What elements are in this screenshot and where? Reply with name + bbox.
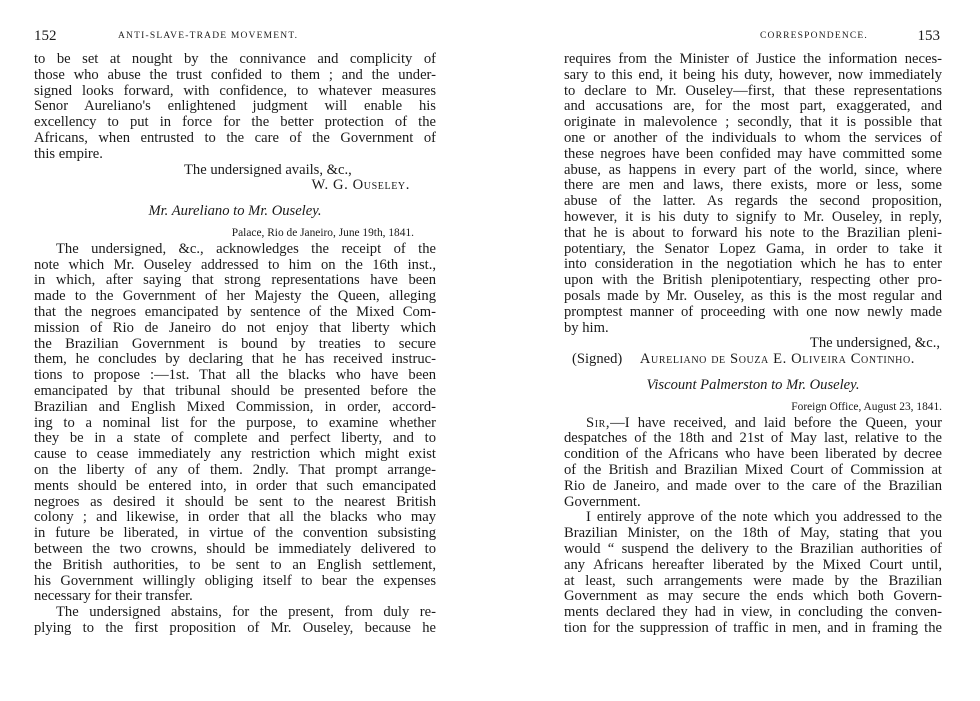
text-line: to be set at nought by the connivance and complicity of xyxy=(34,51,436,67)
text-line: necessary for their transfer. xyxy=(34,588,193,605)
text-line: ments declared they had in view, in concluding the conven- xyxy=(564,604,942,621)
text-line: of the British and Brazilian Mixed Court of Commission at xyxy=(564,461,942,478)
text-line: that he is about to forward his note to the Brazilian pleni- xyxy=(564,224,942,241)
right-page-text xyxy=(564,52,942,637)
left-paragraph-1 xyxy=(34,52,436,163)
right-paragraph-2 xyxy=(564,416,942,511)
text-line: Senor Aureliano's enlightened judgment will enable his xyxy=(34,98,436,115)
text-line: and accusations are, for the most part, exaggerated, and xyxy=(564,98,942,115)
text-line: there are men and laws, there exists, more or less, some xyxy=(564,177,942,194)
text-line: however, it is his duty to signify to Mr. Ouseley, in reply, xyxy=(564,208,942,225)
text-line: in which, after saying that strong representations have been xyxy=(34,272,436,289)
left-closing: The undersigned avails, &c., xyxy=(184,161,352,178)
text-line: cause to cease immediately any restriction which might exist xyxy=(34,446,436,463)
right-dateline: Foreign Office, August 23, 1841. xyxy=(791,400,942,413)
text-line: in future be liberated, in virtue of the convention subsisting xyxy=(34,525,436,542)
text-line: these negroes have been confided may have committed some xyxy=(564,145,942,162)
signed-label: (Signed) xyxy=(572,351,623,368)
left-letter-heading: Mr. Aureliano to Mr. Ouseley. xyxy=(148,203,322,220)
text-line: abuse of the latter. As regards the second proposition, xyxy=(564,193,942,210)
left-paragraph-2 xyxy=(34,242,436,605)
left-page-number: 152 xyxy=(34,28,57,44)
text-line: his Government willingly obliging itself to bear the expenses xyxy=(34,572,436,589)
text-line: negroes as desired it should be sent to the nearest British xyxy=(34,493,436,510)
text-line: The undersigned, &c., acknowledges the receipt of the xyxy=(56,240,436,257)
text-line xyxy=(564,416,942,432)
text-line: on the liberty of any of them. 2ndly. That prompt arrange- xyxy=(34,461,436,478)
text-line: emancipated by that tribunal should be presented before the xyxy=(34,382,436,399)
text-line: tions to propose :—1st. That all the blacks who have been xyxy=(34,367,436,384)
text-line: Rio de Janeiro, and made over to the care of the Brazilian xyxy=(564,477,942,494)
text-line: I entirely approve of the note which you addressed to the xyxy=(586,509,942,526)
right-letter-heading: Viscount Palmerston to Mr. Ouseley. xyxy=(646,376,860,393)
text-line: the Brazilian Government is bound by treaties to secure xyxy=(34,335,436,352)
text-line: requires from the Minister of Justice the information neces- xyxy=(564,51,942,67)
right-paragraph-1 xyxy=(564,52,942,336)
text-line: made to the Government of her Majesty the Queen, alleging xyxy=(34,288,436,305)
text-line: promptest manner of proceeding with one now newly made xyxy=(564,303,942,320)
text-line: they be in a state of complete and perfect liberty, and to xyxy=(34,430,436,447)
left-page-header xyxy=(0,28,490,48)
text-line: Brazilian and English Mixed Commission, in order, accord- xyxy=(34,398,436,415)
text-line: mission of Rio de Janeiro do not enjoy that liberty which xyxy=(34,319,436,336)
left-running-head: ANTI-SLAVE-TRADE MOVEMENT. xyxy=(118,31,299,41)
text-line: condition of the Africans who have been liberated by decree xyxy=(564,446,942,463)
right-running-head: CORRESPONDENCE. xyxy=(760,31,868,41)
text-line: posals made by Mr. Ouseley, as this is the most regular and xyxy=(564,287,942,304)
text-line: potentiary, the Senator Lopez Gama, in order to take it xyxy=(564,240,942,257)
text-line: by him. xyxy=(564,319,609,336)
text-line: excellency to put in force for the better protection of the xyxy=(34,114,436,131)
text-line: this empire. xyxy=(34,145,103,162)
right-page-header xyxy=(490,28,980,48)
text-line: plying to the first proposition of Mr. Ouseley, because he xyxy=(34,619,436,636)
text-line: that the negroes emancipated by sentence of the Mixed Com- xyxy=(34,303,436,320)
text-line: those who abuse the trust confided to them ; and the under- xyxy=(34,66,436,83)
left-signature: W. G. Ouseley. xyxy=(311,177,410,194)
text-line: into consideration in the negotiation which he has to enter xyxy=(564,256,942,273)
right-closing: The undersigned, &c., xyxy=(809,335,940,352)
left-dateline: Palace, Rio de Janeiro, June 19th, 1841. xyxy=(231,226,414,239)
text-line: them, he concludes by declaring that he has received instruc- xyxy=(34,351,436,368)
text-line: colony ; and likewise, in order that all the blacks who may xyxy=(34,509,436,526)
right-signature: Aureliano de Souza E. Oliveira Continho. xyxy=(639,351,916,368)
left-paragraph-3 xyxy=(34,605,436,637)
text-line: any Africans hereafter liberated by the Mixed Court until, xyxy=(564,556,942,573)
right-page xyxy=(490,0,980,701)
text-line: The undersigned abstains, for the present, from duly re- xyxy=(56,604,436,621)
text-line: one or another of the individuals to whom the services of xyxy=(564,129,942,146)
left-page-text xyxy=(34,52,436,637)
text-line: the British authorities, to be sent to an English settlement, xyxy=(34,556,436,573)
text-line: sary to this end, it being his duty, however, now immediately xyxy=(564,66,942,83)
right-paragraph-3 xyxy=(564,510,942,636)
text-line: tion for the suppression of traffic in men, and in framing the xyxy=(564,619,942,636)
text-line: upon with the British plenipotentiary, respecting other pro- xyxy=(564,272,942,289)
salutation: Sir, xyxy=(586,414,611,431)
text-line: originate in malevolence ; secondly, that it is possible that xyxy=(564,114,942,131)
text-line: note which Mr. Ouseley addressed to him on the 16th inst., xyxy=(34,256,436,273)
text-line: Government as may secure the ends which both Govern- xyxy=(564,588,942,605)
salutation-continuation: —I have received, and laid before the Queen, your xyxy=(610,414,942,431)
text-line: ing to a nominal list for the purpose, to examine whether xyxy=(34,414,436,431)
text-line: abuse, as happens in every part of the world, since, where xyxy=(564,161,942,178)
right-page-number: 153 xyxy=(917,28,940,44)
right-signature-line xyxy=(564,352,942,368)
text-line: to declare to Mr. Ouseley—first, that these representations xyxy=(564,82,942,99)
text-line: between the two crowns, should be immediately delivered to xyxy=(34,540,436,557)
text-line: despatches of the 18th and 21st of May last, relative to the xyxy=(564,430,942,447)
text-line: Government. xyxy=(564,493,641,510)
text-line: at least, such arrangements were made by the Brazilian xyxy=(564,572,942,589)
text-line: Brazilian Minister, on the 18th of May, stating that you xyxy=(564,525,942,542)
text-line: signed looks forward, with confidence, to whatever measures xyxy=(34,82,436,99)
text-line: would “ suspend the delivery to the Brazilian authorities of xyxy=(564,540,942,557)
text-line: ments should be entered into, in order that such emancipated xyxy=(34,477,436,494)
text-line: Africans, when entrusted to the care of the Government of xyxy=(34,129,436,146)
